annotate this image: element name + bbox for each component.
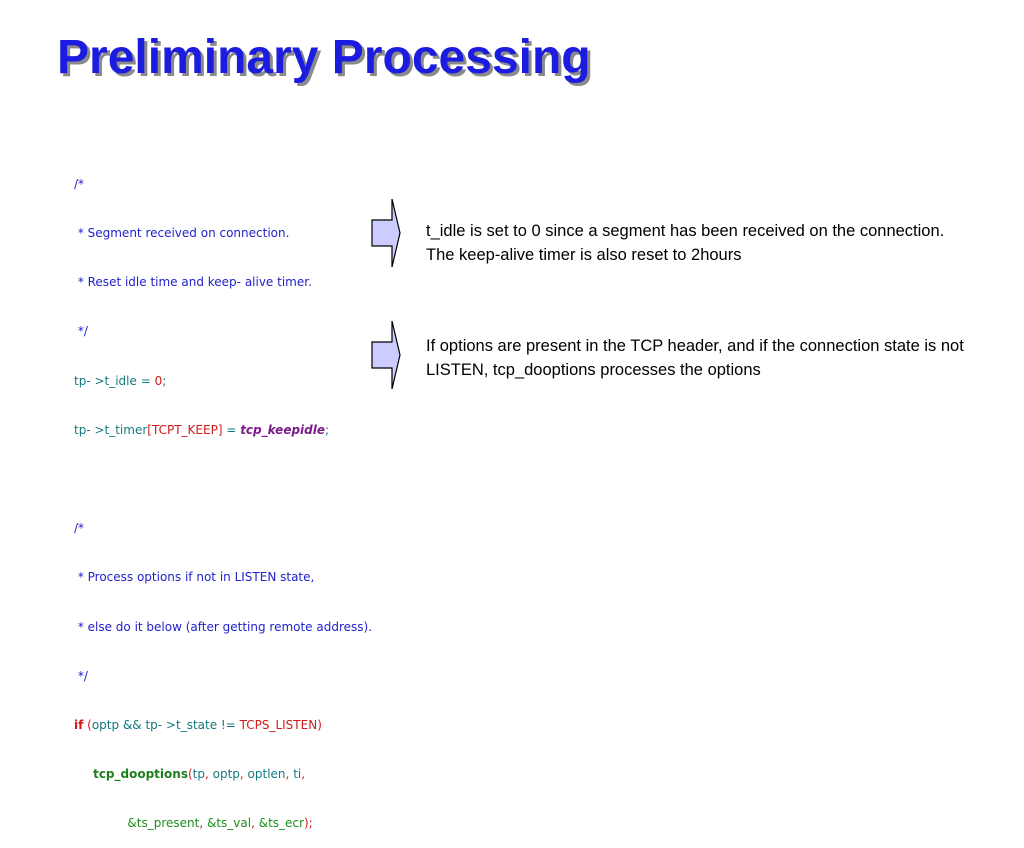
code-token: ( — [83, 718, 92, 733]
code-line-dooptions-args — [74, 815, 404, 831]
code-token: &ts_ecr — [258, 816, 304, 831]
code-token: tp — [192, 767, 205, 782]
code-token: , — [199, 816, 207, 831]
code-token: ; — [162, 373, 167, 388]
explanation-t-idle: t_idle is set to 0 since a segment has been received on the connection. The keep-alive timer is also reset to 2hours — [426, 222, 945, 264]
code-indent — [74, 767, 93, 781]
code-token: , — [285, 767, 294, 782]
code-comment-line: * Segment received on connection. — [74, 226, 290, 241]
right-arrow-icon — [371, 198, 401, 268]
code-comment-line: * Process options if not in LISTEN state, — [74, 570, 315, 585]
code-comment-line: /* — [74, 521, 85, 536]
code-token: ; — [325, 422, 330, 437]
code-line-dooptions — [74, 766, 404, 782]
code-token: optlen — [247, 767, 286, 782]
code-token: TCPT_KEEP — [151, 422, 218, 437]
code-listing — [74, 143, 404, 848]
code-token: &ts_present — [127, 816, 200, 831]
code-blank-line — [74, 471, 404, 487]
code-indent — [74, 816, 127, 830]
code-token: ] — [217, 422, 223, 437]
code-token: = — [222, 422, 241, 437]
code-comment-line: */ — [74, 668, 88, 683]
code-token: , — [301, 767, 306, 782]
slide-title: Preliminary Processing — [57, 31, 591, 84]
code-token: tp- >t_timer — [74, 422, 148, 437]
code-token: tcp_dooptions — [93, 767, 188, 782]
code-token: TCPS_LISTEN — [239, 718, 318, 733]
code-comment-line: * Reset idle time and keep- alive timer. — [74, 275, 312, 290]
explanation-tcp-dooptions: If options are present in the TCP header, and if the connection state is not LISTEN, tcp_dooptions processes the options — [426, 337, 964, 379]
code-comment-line: */ — [74, 324, 88, 339]
code-token: tp- >t_idle = — [74, 373, 155, 388]
code-line-t-idle — [74, 373, 404, 389]
code-token: , — [251, 816, 259, 831]
code-line-t-timer — [74, 422, 404, 438]
code-token: optp && tp- >t_state != — [91, 718, 240, 733]
code-comment-line: * else do it below (after getting remote address). — [74, 619, 373, 634]
code-token: ti — [293, 767, 302, 782]
code-token: &ts_val — [206, 816, 252, 831]
code-token: ( — [187, 767, 193, 782]
code-token: ); — [303, 816, 313, 831]
code-token: tcp_keepidle — [240, 422, 326, 437]
code-token: ) — [317, 718, 322, 733]
right-arrow-icon — [371, 320, 401, 390]
code-comment-line: /* — [74, 176, 85, 191]
code-token: , — [239, 767, 248, 782]
code-token: optp — [212, 767, 240, 782]
code-token: if — [74, 718, 84, 733]
code-token: , — [204, 767, 213, 782]
code-token: [ — [147, 422, 152, 437]
code-line-if — [74, 717, 404, 733]
code-token: 0 — [154, 373, 163, 388]
